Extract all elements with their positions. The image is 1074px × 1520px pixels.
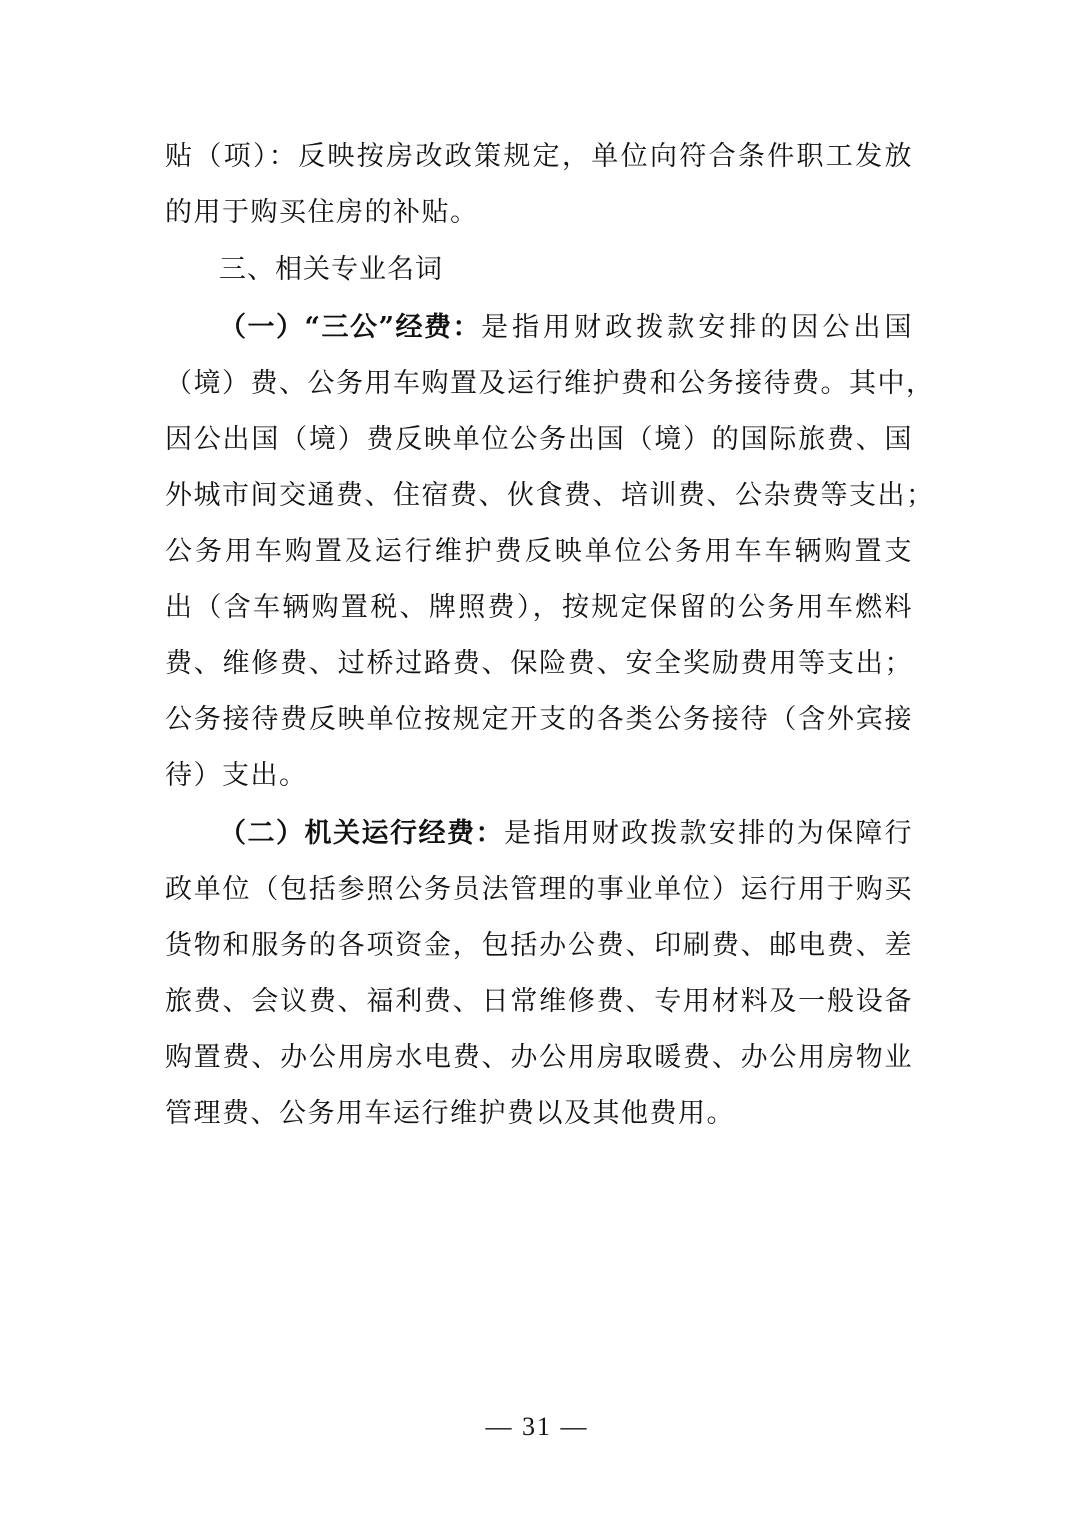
paragraph-line: 管理费、公务用车运行维护费以及其他费用。: [165, 1098, 735, 1129]
paragraph-line: 公务用车购置及运行维护费反映单位公务用车车辆购置支: [165, 536, 913, 567]
definition-text: 是指用财政拨款安排的为保障行: [504, 818, 913, 849]
page-number: — 31 —: [485, 1412, 589, 1441]
paragraph-line: 因公出国（境）费反映单位公务出国（境）的国际旅费、国: [165, 424, 913, 455]
section-heading: 三、相关专业名词: [219, 254, 443, 285]
paragraph-line: 公务接待费反映单位按规定开支的各类公务接待（含外宾接: [165, 704, 913, 735]
paragraph-line: 旅费、会议费、福利费、日常维修费、专用材料及一般设备: [165, 986, 913, 1017]
paragraph-line: 贴（项）：反映按房改政策规定，单位向符合条件职工发放: [165, 141, 913, 172]
paragraph-line: 购置费、办公用房水电费、办公用房取暖费、办公用房物业: [165, 1042, 913, 1073]
definition-text: 是指用财政拨款安排的因公出国: [481, 312, 913, 343]
definition-term-jiguan: （二）机关运行经费：: [219, 818, 504, 849]
paragraph-line: 费、维修费、过桥过路费、保险费、安全奖励费用等支出；: [165, 648, 913, 679]
paragraph-line: 政单位（包括参照公务员法管理的事业单位）运行用于购买: [165, 874, 913, 905]
paragraph-line: 待）支出。: [165, 760, 308, 791]
paragraph-line: 的用于购买住房的补贴。: [165, 197, 479, 228]
paragraph-line: 出（含车辆购置税、牌照费），按规定保留的公务用车燃料: [165, 592, 913, 623]
paragraph-line: （境）费、公务用车购置及运行维护费和公务接待费。其中，: [165, 368, 935, 399]
paragraph-line: 外城市间交通费、住宿费、伙食费、培训费、公杂费等支出；: [165, 480, 935, 511]
paragraph-line: 货物和服务的各项资金，包括办公费、印刷费、邮电费、差: [165, 930, 913, 961]
definition-term-sangong: （一）“三公”经费：: [219, 312, 482, 343]
definition-first-line: [219, 308, 913, 348]
definition-first-line: [219, 814, 913, 854]
